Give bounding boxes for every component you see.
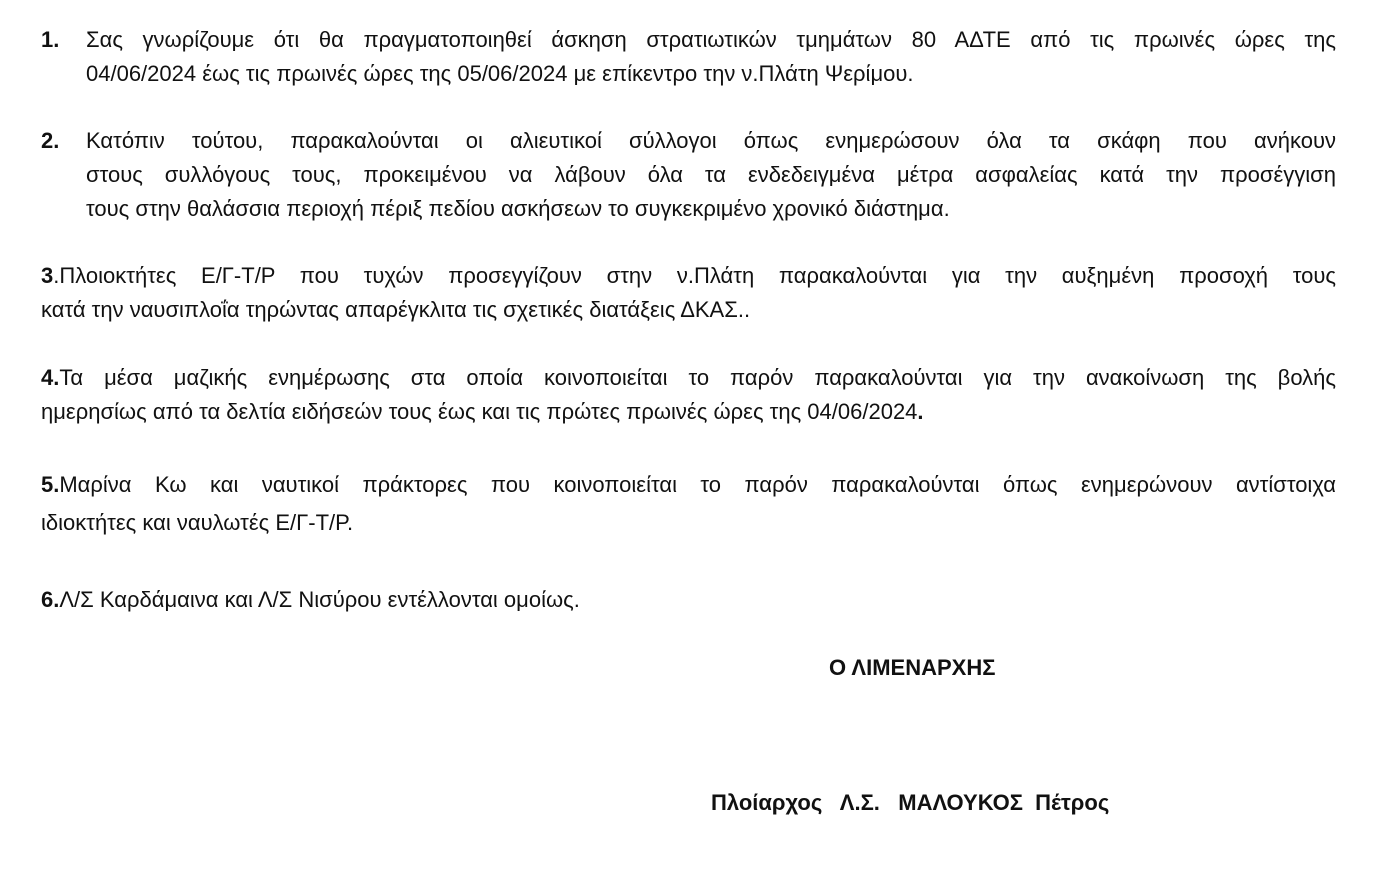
list-item-5 — [41, 466, 1336, 542]
item-line-with-number — [41, 583, 1336, 617]
item-line: .Πλοιοκτήτες Ε/Γ-Τ/Ρ που τυχών προσεγγίζουν στην ν.Πλάτη παρακαλούνται για την αυξημένη προσοχή τους — [53, 263, 1336, 288]
list-item-6 — [41, 583, 1336, 617]
item-line: ιδιοκτήτες και ναυλωτές Ε/Γ-Τ/Ρ. — [41, 510, 354, 535]
item-number: 2. — [41, 128, 60, 153]
signature-name: Πλοίαρχος Λ.Σ. ΜΑΛΟΥΚΟΣ Πέτρος — [711, 790, 1110, 815]
item-number: 1. — [41, 27, 60, 52]
item-line: Μαρίνα Κω και ναυτικοί πράκτορες που κοινοποιείται το παρόν παρακαλούνται όπως ενημερώνουν αντίστοιχα — [59, 472, 1336, 497]
item-line-with-number — [41, 361, 1336, 395]
item-line-with-number — [41, 466, 1336, 504]
item-line-with-trailing — [41, 395, 1336, 429]
item-line: τους στην θαλάσσια περιοχή πέριξ πεδίου ασκήσεων το συγκεκριμένο χρονικό διάστημα. — [86, 196, 950, 221]
item-line-with-number — [41, 259, 1336, 293]
list-item-4 — [41, 361, 1336, 429]
item-line: 04/06/2024 έως τις πρωινές ώρες της 05/06/2024 με επίκεντρο την ν.Πλάτη Ψερίμου. — [86, 61, 914, 86]
item-number: 4. — [41, 365, 60, 390]
list-item-1 — [41, 23, 1336, 91]
item-line: Κατόπιν τούτου, παρακαλούνται οι αλιευτικοί σύλλογοι όπως ενημερώσουν όλα τα σκάφη που ανήκουν — [86, 128, 1336, 153]
item-number: 3 — [41, 263, 54, 288]
item-line: Σας γνωρίζουμε ότι θα πραγματοποιηθεί άσκηση στρατιωτικών τμημάτων 80 ΑΔΤΕ από τις πρωινές ώρες της — [86, 27, 1336, 52]
list-item-3 — [41, 259, 1336, 327]
item-number: 6. — [41, 587, 60, 612]
list-item-2 — [41, 124, 1336, 226]
announcement-document — [41, 0, 1336, 886]
item-line: Τα μέσα μαζικής ενημέρωσης στα οποία κοινοποιείται το παρόν παρακαλούνται για την ανακοίνωση της βολής — [59, 365, 1336, 390]
item-trailing-period: . — [917, 399, 924, 424]
item-line: ημερησίως από τα δελτία ειδήσεών τους έως και τις πρώτες πρωινές ώρες της 04/06/2024 — [41, 399, 918, 424]
item-line: Λ/Σ Καρδάμαινα και Λ/Σ Νισύρου εντέλλονται ομοίως. — [59, 587, 580, 612]
signature-title: Ο ΛΙΜΕΝΑΡΧΗΣ — [829, 655, 996, 680]
item-number: 5. — [41, 472, 60, 497]
item-line: στους συλλόγους τους, προκειμένου να λάβουν όλα τα ενδεδειγμένα μέτρα ασφαλείας κατά την προσέγγιση — [86, 162, 1336, 187]
item-line: κατά την ναυσιπλοΐα τηρώντας απαρέγκλιτα τις σχετικές διατάξεις ΔΚΑΣ.. — [41, 297, 751, 322]
